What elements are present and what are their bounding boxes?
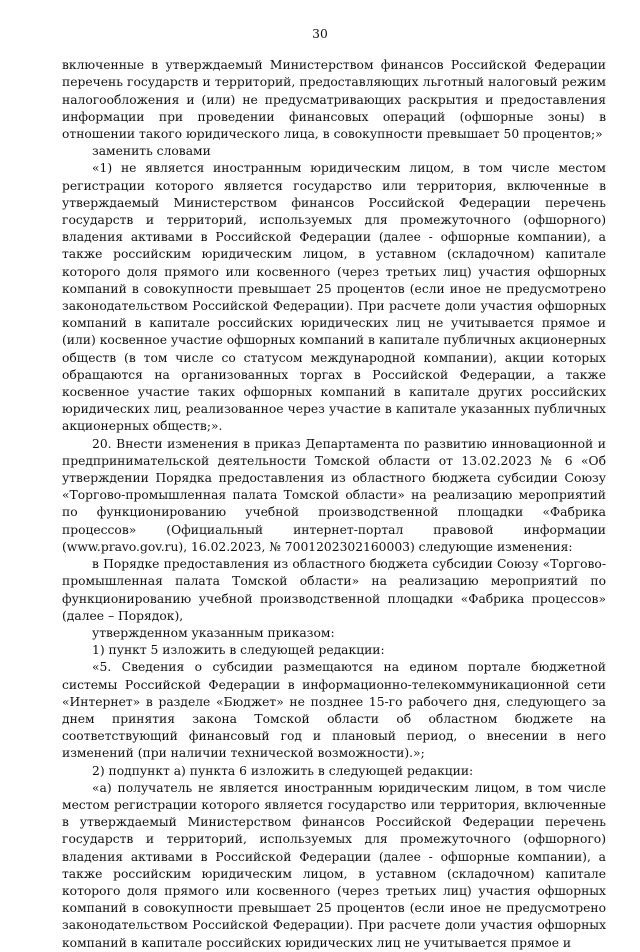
paragraph-1: включенные в утверждаемый Министерством финансов Российской Федерации перечень государств и территорий, предоставляющих льготный налоговый режим налогообложения и (или) не предусматривающих раскрытия и предоставления информации при проведении финансовых операций (офшорные зоны) в отношении такого юридического лица, в совокупности превышает 50 процентов;»: [62, 58, 606, 142]
page-number: 30: [312, 27, 328, 41]
paragraph-5: в Порядке предоставления из областного бюджета субсидии Союзу «Торгово-промышленная палата Томской области» на реализацию мероприятий по функционированию учебной производственной площадки «Фабрика процессов» (далее – Порядок),: [62, 557, 606, 623]
paragraph-4: 20. Внести изменения в приказ Департамента по развитию инновационной и предпринимательской деятельности Томской области от 13.02.2023 № 6 «Об утверждении Порядка предоставления из областного бюджета субсидии Союзу «Торгово-промышленная палата Томской области» на реализацию мероприятий по функционированию учебной производственной площадки «Фабрика процессов» (Официальный интернет-портал правовой информации (www.pravo.gov.ru), 16.02.2023, № 7001202302160003) следующие изменения:: [62, 436, 606, 554]
paragraph-9: 2) подпункт а) пункта 6 изложить в следующей редакции:: [92, 763, 474, 778]
paragraph-6: утвержденном указанным приказом:: [92, 625, 335, 640]
paragraph-2: заменить словами: [92, 144, 211, 159]
paragraph-10: «а) получатель не является иностранным юридическим лицом, в том числе местом регистрации которого является государство или территория, включенные в утверждаемый Министерством финансов Российской Федерации перечень государств и территорий, используемых для промежуточного (офшорного) владения активами в Российской Федерации (далее - офшорные компании), а также российским юридическим лицом, в уставном (складочном) капитале которого доля прямого или косвенного (через третьих лиц) участия офшорных компаний в совокупности превышает 25 процентов (если иное не предусмотрено законодательством Российской Федерации). При расчете доли участия офшорных компаний в капитале российских юридических лиц не учитывается прямое и: [62, 780, 606, 950]
document-body: [62, 57, 606, 952]
paragraph-8: «5. Сведения о субсидии размещаются на едином портале бюджетной системы Российской Федерации в информационно-телекоммуникационной сети «Интернет» в разделе «Бюджет» не позднее 15-го рабочего дня, следующего за днем принятия закона Томской области об областном бюджете на соответствующий финансовый год и плановый период, о внесении в него изменений (при наличии технической возможности).»;: [62, 660, 606, 761]
paragraph-7: 1) пункт 5 изложить в следующей редакции:: [92, 643, 385, 658]
paragraph-3: «1) не является иностранным юридическим лицом, в том числе местом регистрации которого является государство или территория, включенные в утверждаемый Министерством финансов Российской Федерации перечень государств и территорий, используемых для промежуточного (офшорного) владения активами в Российской Федерации (далее - офшорные компании), а также российским юридическим лицом, в уставном (складочном) капитале которого доля прямого или косвенного (через третьих лиц) участия офшорных компаний в совокупности превышает 25 процентов (если иное не предусмотрено законодательством Российской Федерации). При расчете доли участия офшорных компаний в капитале российских юридических лиц не учитывается прямое и (или) косвенное участие офшорных компаний в капитале публичных акционерных обществ (в том числе со статусом международной компании), акции которых обращаются на организованных торгах в Российской Федерации, а также косвенное участие таких офшорных компаний в капитале других российских юридических лиц, реализованное через участие в капитале указанных публичных акционерных обществ;».: [62, 161, 606, 434]
